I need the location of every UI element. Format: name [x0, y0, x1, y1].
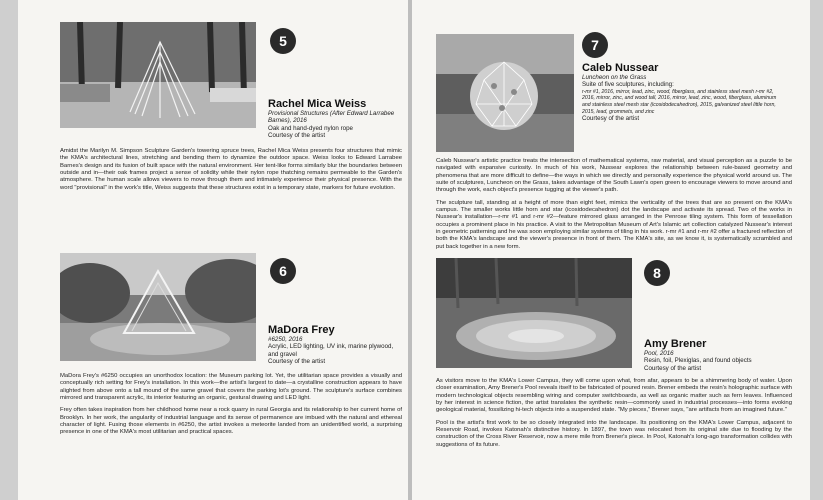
- artwork-materials: Acrylic, LED lighting, UV ink, marine plywood, and gravel: [268, 343, 394, 358]
- artwork-caption: [644, 350, 794, 372]
- photo-pool: [436, 258, 632, 368]
- artwork-title: Luncheon on the Grass: [582, 74, 647, 81]
- right-page: [412, 0, 810, 500]
- photo-luncheon-on-the-grass: [436, 34, 574, 152]
- entry-number-badge: 8: [644, 260, 670, 286]
- artwork-title: Provisional Structures (After Edward Larrabee Barnes), 2016: [268, 110, 395, 125]
- paragraph: Pool is the artist's first work to be so closely integrated into the landscape. Its positioning on the KMA's Lower Campus, adjacent to Reservoir Road, invokes Katonah's distinctive history. In 1897, the town was relocated from its original site due to flooding by the construction of the Cross River Reservoir, now a mere mile from Brener's piece. In Pool, Katonah's long-ago transformation collides with suggestions of its future.: [436, 419, 792, 448]
- artwork-credit: Courtesy of the artist: [644, 364, 702, 372]
- artwork-materials: Oak and hand-dyed nylon rope: [268, 124, 353, 132]
- artist-name: MaDora Frey: [268, 324, 335, 336]
- paragraph: The sculpture tall, standing at a height of more than eight feet, mimics the verticality of the trees that are so present on the KMA's campus. The smaller works little horn and star (icosidodecahedron) dot the landscape and activate its spread. Two of the works in Nussear's installation—r-mr #1 and r-mr #2—feature mirrored glass arranged in the Penrose tiling system. This form of tessellation occupies a prominent place in his practice. A visit to the Metropolitan Museum of Art's Islamic art collection catalyzed Nussear's interest in geometric patterning and he was soon employing similar systems of tiling in his work. r-mr #1 and r-mr #2 offer a fractured reflection of both the KMA's landscape and the viewer's presence in front of them. The KMA's site, as we know it, is systematically scrambled and put back together in a new form.: [436, 199, 792, 250]
- entry-number-badge: 6: [270, 258, 296, 284]
- entry-number-badge: 7: [582, 32, 608, 58]
- photo-6250: [60, 253, 256, 361]
- entry-number-badge: 5: [270, 28, 296, 54]
- paragraph: As visitors move to the KMA's Lower Campus, they will come upon what, from afar, appears to be a shimmering body of water. Upon closer examination, Amy Brener's Pool reveals itself to be fabricated of poured resin. Brener embeds the resin's holographic surface with modern technological objects resembling wiring and computer switchboards, as well as organic matter such as fern leaves. Influenced by her interest in science fiction, the artist translates the synthetic resin—commonly used in industrial processes—into forms evoking geological material, fossilizing hi-tech objects into a suspended state. "My pieces," Brener says, "are artifacts from an imagined future.": [436, 378, 792, 414]
- entry-text: [60, 373, 402, 442]
- paragraph: Frey often takes inspiration from her childhood home near a rock quarry in rural Georgia and its relationship to her current home of Brooklyn. In her work, the angularity of industrial language and its sense of permanence are imbued with the natural and ethereal character of light. Fusing those elements in #6250, the artist invokes a meteorite landed from an unidentified world, a surprising presence in one of the KMA's most utilitarian and practical spaces.: [60, 407, 402, 436]
- artwork-caption: [268, 336, 398, 366]
- artwork-suite: Suite of five sculptures, including:: [582, 81, 674, 89]
- artist-name: Rachel Mica Weiss: [268, 98, 367, 110]
- paragraph: Caleb Nussear's artistic practice treats the intersection of mathematical systems, raw material, and visual perception as a puzzle to be navigated with expansive curiosity. In much of his work, Nussear explores the relationship between rule-based geometry and phenomena that are more difficult to define—the ways in which we directly and personally experience the physical world around us. The suite of sculptures, Luncheon on the Grass, takes advantage of the South Lawn's open green to encourage viewers to move around and through the work, each object's presence tugging at the viewer's path.: [436, 158, 792, 194]
- left-page: [18, 0, 408, 500]
- artwork-title: Pool, 2016: [644, 350, 674, 357]
- paragraph: MaDora Frey's #6250 occupies an unorthodox location: the Museum parking lot. Yet, the utilitarian space provides a visually and conceptually rich setting for Frey's installation. In this work—the artist's largest to date—a crystalline construction appears to have alighted from above onto a tall mound of the same gravel that covers the parking lot's ground. The sculpture's surface combines mirrored and transparent acrylic, its interior featuring an organic, gestural drawing and LED light.: [60, 373, 402, 402]
- artist-name: Amy Brener: [644, 338, 707, 350]
- entry-text: [436, 378, 792, 454]
- paragraph: Amidst the Marilyn M. Simpson Sculpture Garden's towering spruce trees, Rachel Mica Weiss presents four structures that mimic the KMA's architectural lines, stretching and bending them to dynamize the outdoor space. Weiss looks to Edward Larrabee Barnes's design and its fusion of built space with the natural environment. Her tent-like forms similarly blur the boundaries between outside and in—their oak frames project a sense of solidity while their nylon rope thatching remains permeable to the Garden's atmosphere. The human scale allows viewers to move through them and intimately experience their physical presence. With the word "provisional" in the work's title, Weiss suggests that these structures exist in a temporary state, markers for future evolution.: [60, 148, 402, 191]
- artwork-parts: r-mr #1, 2016, mirror, lead, zinc, wood, fiberglass, and stainless steel mesh r-mr #2, 2016, mirror, zinc, and wood tall, 2016, mirror, lead, zinc, wood, fiberglass, aluminum and stainless steel mesh star (icosidodecahedron), 2015, galvanized steel little horn, 2015, lead, grommets, and zinc: [582, 88, 777, 115]
- artwork-caption: [582, 74, 782, 123]
- artwork-credit: Courtesy of the artist: [268, 358, 326, 366]
- artist-name: Caleb Nussear: [582, 62, 659, 74]
- artwork-materials: Resin, foil, Plexiglas, and found objects: [644, 357, 752, 365]
- photo-provisional-structures: [60, 22, 256, 128]
- artwork-credit: Courtesy of the artist: [268, 132, 326, 140]
- artwork-caption: [268, 110, 398, 140]
- artwork-title: #6250, 2016: [268, 336, 303, 343]
- artwork-credit: Courtesy of the artist: [582, 115, 640, 123]
- entry-text: [60, 148, 402, 197]
- entry-text: [436, 158, 792, 256]
